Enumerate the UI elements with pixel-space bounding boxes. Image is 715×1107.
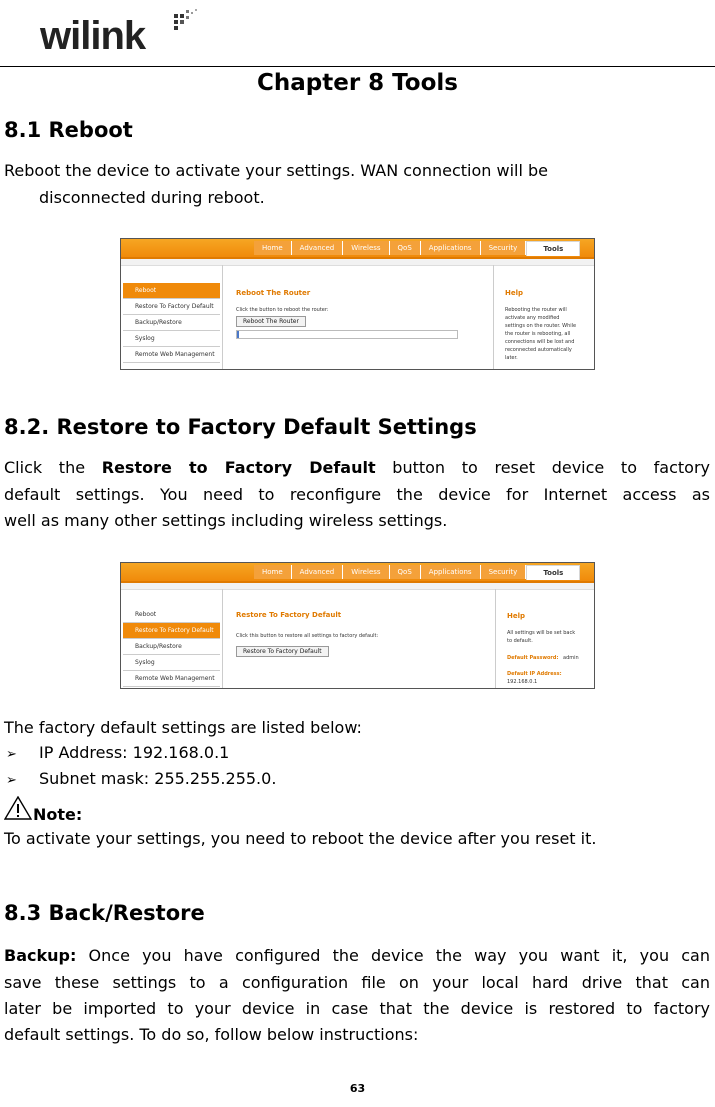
- menu-item-syslog[interactable]: Syslog: [123, 655, 220, 671]
- tab-qos[interactable]: QoS: [390, 241, 421, 255]
- bullet-subnet-mask: Subnet mask: 255.255.255.0.: [39, 769, 277, 788]
- help-divider: [495, 589, 496, 688]
- tab-home[interactable]: Home: [254, 565, 292, 579]
- reboot-progress-fill: [237, 331, 239, 338]
- restore-screenshot: [120, 562, 595, 689]
- section-heading-reboot: 8.1 Reboot: [4, 118, 133, 142]
- help-line: Rebooting the router will: [505, 307, 567, 313]
- tools-menu: [123, 607, 220, 687]
- list-item: [0, 766, 700, 793]
- restore-paragraph-line3: well as many other settings including wireless settings.: [4, 511, 448, 530]
- tab-applications[interactable]: Applications: [421, 241, 481, 255]
- header-divider: [0, 66, 715, 67]
- content-title: Reboot The Router: [236, 289, 311, 297]
- tab-advanced[interactable]: Advanced: [292, 565, 344, 579]
- reboot-progress-bar: [236, 330, 458, 339]
- content-divider: [222, 589, 223, 688]
- tab-home[interactable]: Home: [254, 241, 292, 255]
- screenshot-nav-bar: [121, 239, 594, 259]
- wilink-logo: [40, 8, 200, 58]
- restore-paragraph-line2: default settings. You need to reconfigure the device for Internet access as: [4, 485, 710, 504]
- help-title: Help: [507, 612, 526, 620]
- section-heading-backup: 8.3 Back/Restore: [4, 901, 205, 925]
- menu-item-remote-web[interactable]: Remote Web Management: [123, 347, 220, 363]
- menu-item-remote-web[interactable]: Remote Web Management: [123, 671, 220, 687]
- menu-item-restore[interactable]: Restore To Factory Default: [123, 299, 220, 315]
- reboot-paragraph-line1: Reboot the device to activate your settings. WAN connection will be: [4, 161, 548, 180]
- default-password-label: Default Password:: [507, 655, 559, 661]
- tab-wireless[interactable]: Wireless: [343, 565, 389, 579]
- help-title: Help: [505, 289, 524, 297]
- tools-menu: [123, 283, 220, 363]
- help-line: All settings will be set back: [507, 630, 576, 636]
- backup-text-post: Once you have configured the device the way you want it, you can: [88, 946, 710, 965]
- bullet-arrow-icon: ➢: [6, 773, 17, 788]
- help-line: to default.: [507, 638, 533, 644]
- list-item: [0, 740, 700, 767]
- default-ip-value: 192.168.0.1: [507, 679, 538, 685]
- help-line: the router is rebooting, all: [505, 331, 571, 337]
- menu-item-reboot[interactable]: Reboot: [123, 283, 220, 299]
- chapter-title: Chapter 8 Tools: [256, 70, 458, 96]
- tab-advanced[interactable]: Advanced: [292, 241, 344, 255]
- help-line: settings on the router. While: [505, 323, 577, 329]
- help-line: later.: [505, 355, 518, 361]
- help-divider: [493, 265, 494, 369]
- menu-item-backup[interactable]: Backup/Restore: [123, 315, 220, 331]
- reboot-button[interactable]: Reboot The Router: [236, 316, 306, 327]
- default-password-value: admin: [563, 655, 579, 661]
- restore-paragraph-line1: [4, 455, 710, 481]
- backup-paragraph-line1: [4, 943, 710, 969]
- nav-tabs: [254, 241, 580, 257]
- tab-tools[interactable]: Tools: [526, 565, 580, 580]
- menu-item-syslog[interactable]: Syslog: [123, 331, 220, 347]
- page-number: 63: [349, 1082, 366, 1095]
- restore-button-reference: Restore to Factory Default: [101, 458, 376, 477]
- backup-paragraph-line3: later be imported to your device in case that the device is restored to factory: [4, 999, 710, 1018]
- note-label: Note:: [33, 805, 83, 824]
- screenshot-nav-bar: [121, 563, 594, 583]
- restore-text-pre: Click the: [4, 458, 86, 477]
- sub-bar: [121, 583, 594, 590]
- help-text: [505, 306, 576, 362]
- sub-bar: [121, 259, 594, 266]
- help-line: reconnected automatically: [505, 347, 572, 353]
- menu-item-restore[interactable]: Restore To Factory Default: [123, 623, 220, 639]
- content-title: Restore To Factory Default: [236, 611, 342, 619]
- logo-text: wilink: [40, 14, 146, 58]
- restore-factory-button[interactable]: Restore To Factory Default: [236, 646, 329, 657]
- backup-paragraph-line4: default settings. To do so, follow below instructions:: [4, 1025, 419, 1044]
- tab-qos[interactable]: QoS: [390, 565, 421, 579]
- section-heading-restore: 8.2. Restore to Factory Default Settings: [4, 415, 477, 439]
- warning-icon: [4, 796, 32, 820]
- default-ip-label: Default IP Address:: [507, 671, 562, 677]
- instruction-text: Click the button to reboot the router:: [236, 307, 329, 313]
- tab-wireless[interactable]: Wireless: [343, 241, 389, 255]
- content-divider: [222, 265, 223, 369]
- help-line: activate any modified: [505, 315, 560, 321]
- tab-applications[interactable]: Applications: [421, 565, 481, 579]
- defaults-intro: The factory default settings are listed below:: [4, 718, 362, 737]
- tab-security[interactable]: Security: [481, 565, 527, 579]
- bullet-arrow-icon: ➢: [6, 747, 17, 762]
- bullet-ip-address: IP Address: 192.168.0.1: [39, 743, 230, 762]
- reboot-screenshot: [120, 238, 595, 370]
- menu-item-reboot[interactable]: Reboot: [123, 607, 220, 623]
- backup-paragraph-line2: save these settings to a configuration file on your local hard drive that can: [4, 973, 710, 992]
- restore-text-post: button to reset device to factory: [392, 458, 711, 477]
- menu-item-backup[interactable]: Backup/Restore: [123, 639, 220, 655]
- instruction-text: Click this button to restore all settings to factory default:: [236, 633, 379, 639]
- note-text: To activate your settings, you need to reboot the device after you reset it.: [4, 829, 597, 848]
- nav-tabs: [254, 565, 580, 581]
- tab-security[interactable]: Security: [481, 241, 527, 255]
- reboot-paragraph-line2: disconnected during reboot.: [39, 188, 265, 207]
- tab-tools[interactable]: Tools: [526, 241, 580, 256]
- backup-label: Backup:: [4, 946, 77, 965]
- help-text: [507, 629, 575, 645]
- help-line: connections will be lost and: [505, 339, 575, 345]
- logo-signal-dots-icon: [172, 8, 202, 36]
